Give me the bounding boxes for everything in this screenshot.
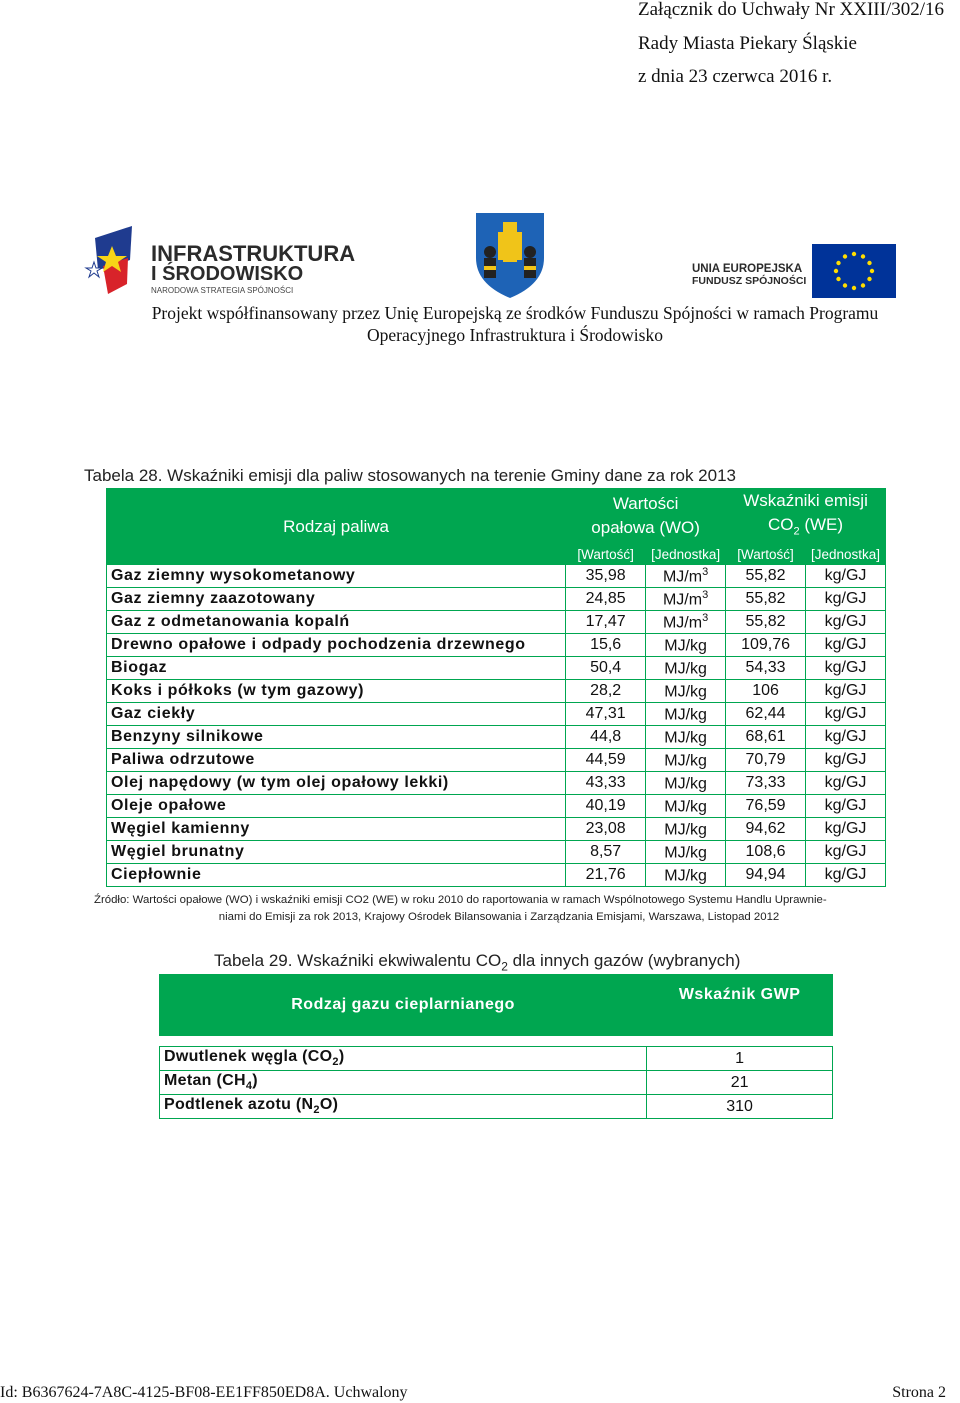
fuel-name: Węgiel brunatny	[107, 841, 566, 864]
table28-row	[107, 680, 886, 703]
fuel-name: Gaz ziemny zaazotowany	[107, 588, 566, 611]
we-unit: kg/GJ	[806, 680, 886, 703]
wo-value: 28,2	[566, 680, 646, 703]
table28-row	[107, 565, 886, 588]
gas-name: Podtlenek azotu $(N_2O)$	[160, 1095, 647, 1119]
we-value: 94,62	[726, 818, 806, 841]
table28-sub-value-1: [Wartość]	[566, 544, 646, 565]
wo-unit: MJ/kg	[646, 864, 726, 887]
we-value: 70,79	[726, 749, 806, 772]
wo-value: 8,57	[566, 841, 646, 864]
we-value: 68,61	[726, 726, 806, 749]
table28-row	[107, 726, 886, 749]
wo-value: 50,4	[566, 657, 646, 680]
we-unit: kg/GJ	[806, 565, 886, 588]
table28-sub-unit-2: [Jednostka]	[806, 544, 886, 565]
table29-row	[160, 1095, 833, 1119]
wo-value: 44,8	[566, 726, 646, 749]
table29-head-gas: Rodzaj gazu cieplarnianego	[160, 975, 647, 1036]
we-unit: kg/GJ	[806, 703, 886, 726]
wo-unit: $MJ/m^3$	[646, 611, 726, 634]
table28-sub-unit-1: [Jednostka]	[646, 544, 726, 565]
project-line-1: Projekt współfinansowany przez Unię Europejską ze środków Funduszu Spójności w ramach Programu	[151, 303, 879, 323]
wo-unit: MJ/kg	[646, 795, 726, 818]
table28-row	[107, 657, 886, 680]
we-unit: kg/GJ	[806, 772, 886, 795]
table29-row	[160, 1047, 833, 1071]
fuel-name: Gaz ziemny wysokometanowy	[107, 565, 566, 588]
wo-unit: MJ/kg	[646, 749, 726, 772]
table28	[106, 488, 886, 887]
svg-text:FUNDUSZ SPÓJNOŚCI: FUNDUSZ SPÓJNOŚCI	[692, 275, 807, 287]
table28-caption: Tabela 28. Wskaźniki emisji dla paliw stosowanych na terenie Gminy dane za rok 2013	[84, 466, 736, 485]
city-crest-icon	[476, 213, 544, 298]
fuel-name: Oleje opałowe	[107, 795, 566, 818]
wo-unit: MJ/kg	[646, 703, 726, 726]
we-unit: kg/GJ	[806, 818, 886, 841]
footer-page: Strona 2	[892, 1384, 946, 1401]
table29-head-gwp-sub	[647, 1016, 833, 1035]
header-line-2: Rady Miasta Piekary Śląskie	[638, 33, 857, 54]
table28-row	[107, 749, 886, 772]
we-unit: kg/GJ	[806, 611, 886, 634]
fuel-name: Węgiel kamienny	[107, 818, 566, 841]
table28-head-wo: Wartości opałowa (WO)	[566, 489, 726, 544]
svg-text:INFRASTRUKTURA: INFRASTRUKTURA	[151, 241, 356, 266]
we-value: 94,94	[726, 864, 806, 887]
we-value: 54,33	[726, 657, 806, 680]
table28-head-we: Wskaźniki emisji $CO_2$ (WE)	[726, 489, 886, 544]
project-text	[0, 302, 960, 346]
we-value: 55,82	[726, 565, 806, 588]
footer-id: Id: B6367624-7A8C-4125-BF08-EE1FF850ED8A. Uchwalony	[0, 1384, 408, 1401]
wo-value: 43,33	[566, 772, 646, 795]
infrastruktura-logo	[86, 226, 355, 295]
table28-row	[107, 703, 886, 726]
we-value: 109,76	[726, 634, 806, 657]
table29-caption: Tabela 29. Wskaźniki ekwiwalentu $CO_2$ dla innych gazów (wybranych)	[214, 951, 741, 974]
wo-unit: MJ/kg	[646, 657, 726, 680]
eu-logo	[692, 244, 896, 298]
we-value: 55,82	[726, 611, 806, 634]
wo-unit: MJ/kg	[646, 634, 726, 657]
table28-source: Źródło: Wartości opałowe (WO) i wskaźniki emisji CO2 (WE) w roku 2010 do raportowania w ramach Wspólnotowego Systemu Handlu Uprawnie- niami do Emisji za rok 2013, Krajowy Ośrodek Bilansowania i Zarządzania Emisjami, Warszawa, Listopad 2012	[94, 894, 827, 923]
gwp-value: 310	[647, 1095, 833, 1119]
fuel-name: Olej napędowy (w tym olej opałowy lekki)	[107, 772, 566, 795]
fuel-name: Ciepłownie	[107, 864, 566, 887]
wo-value: 44,59	[566, 749, 646, 772]
logo-bar	[0, 210, 960, 310]
wo-value: 24,85	[566, 588, 646, 611]
fuel-name: Koks i półkoks (w tym gazowy)	[107, 680, 566, 703]
we-unit: kg/GJ	[806, 749, 886, 772]
gas-name: Dwutlenek węgla $(CO_2)$	[160, 1047, 647, 1071]
table28-row	[107, 864, 886, 887]
we-value: 62,44	[726, 703, 806, 726]
we-unit: kg/GJ	[806, 588, 886, 611]
wo-unit: MJ/kg	[646, 680, 726, 703]
we-value: 108,6	[726, 841, 806, 864]
wo-value: 47,31	[566, 703, 646, 726]
fuel-name: Drewno opałowe i odpady pochodzenia drzewnego	[107, 634, 566, 657]
svg-text:NARODOWA STRATEGIA SPÓJNOŚCI: NARODOWA STRATEGIA SPÓJNOŚCI	[151, 286, 294, 295]
table28-row	[107, 634, 886, 657]
wo-value: 17,47	[566, 611, 646, 634]
project-line-2: Operacyjnego Infrastruktura i Środowisko	[367, 325, 663, 345]
table28-row	[107, 841, 886, 864]
we-value: 73,33	[726, 772, 806, 795]
we-value: 55,82	[726, 588, 806, 611]
table28-sub-value-2: [Wartość]	[726, 544, 806, 565]
table29-head-gwp: Wskaźnik GWP	[647, 975, 833, 1017]
wo-unit: $MJ/m^3$	[646, 565, 726, 588]
fuel-name: Gaz ciekły	[107, 703, 566, 726]
svg-text:UNIA EUROPEJSKA: UNIA EUROPEJSKA	[692, 263, 803, 275]
we-unit: kg/GJ	[806, 726, 886, 749]
we-unit: kg/GJ	[806, 657, 886, 680]
fuel-name: Benzyny silnikowe	[107, 726, 566, 749]
header-line-1: Załącznik do Uchwały Nr XXIII/302/16	[638, 0, 945, 20]
table29	[159, 974, 833, 1119]
header-line-3: z dnia 23 czerwca 2016 r.	[638, 66, 833, 87]
wo-value: 21,76	[566, 864, 646, 887]
table29-spacer	[160, 1036, 833, 1047]
we-value: 106	[726, 680, 806, 703]
table28-row	[107, 818, 886, 841]
we-unit: kg/GJ	[806, 795, 886, 818]
wo-value: 40,19	[566, 795, 646, 818]
svg-text:I ŚRODOWISKO: I ŚRODOWISKO	[151, 263, 304, 285]
wo-unit: MJ/kg	[646, 818, 726, 841]
fuel-name: Biogaz	[107, 657, 566, 680]
wo-value: 15,6	[566, 634, 646, 657]
table28-row	[107, 588, 886, 611]
wo-unit: MJ/kg	[646, 726, 726, 749]
fuel-name: Gaz z odmetanowania kopalń	[107, 611, 566, 634]
table28-row	[107, 772, 886, 795]
we-value: 76,59	[726, 795, 806, 818]
gas-name: Metan $(CH_4)$	[160, 1071, 647, 1095]
wo-unit: MJ/kg	[646, 841, 726, 864]
fuel-name: Paliwa odrzutowe	[107, 749, 566, 772]
we-unit: kg/GJ	[806, 864, 886, 887]
table28-head-fuel: Rodzaj paliwa	[107, 489, 566, 565]
table28-row	[107, 795, 886, 818]
gwp-value: 1	[647, 1047, 833, 1071]
wo-value: 23,08	[566, 818, 646, 841]
we-unit: kg/GJ	[806, 634, 886, 657]
table29-row	[160, 1071, 833, 1095]
table28-row	[107, 611, 886, 634]
gwp-value: 21	[647, 1071, 833, 1095]
wo-value: 35,98	[566, 565, 646, 588]
we-unit: kg/GJ	[806, 841, 886, 864]
wo-unit: $MJ/m^3$	[646, 588, 726, 611]
wo-unit: MJ/kg	[646, 772, 726, 795]
